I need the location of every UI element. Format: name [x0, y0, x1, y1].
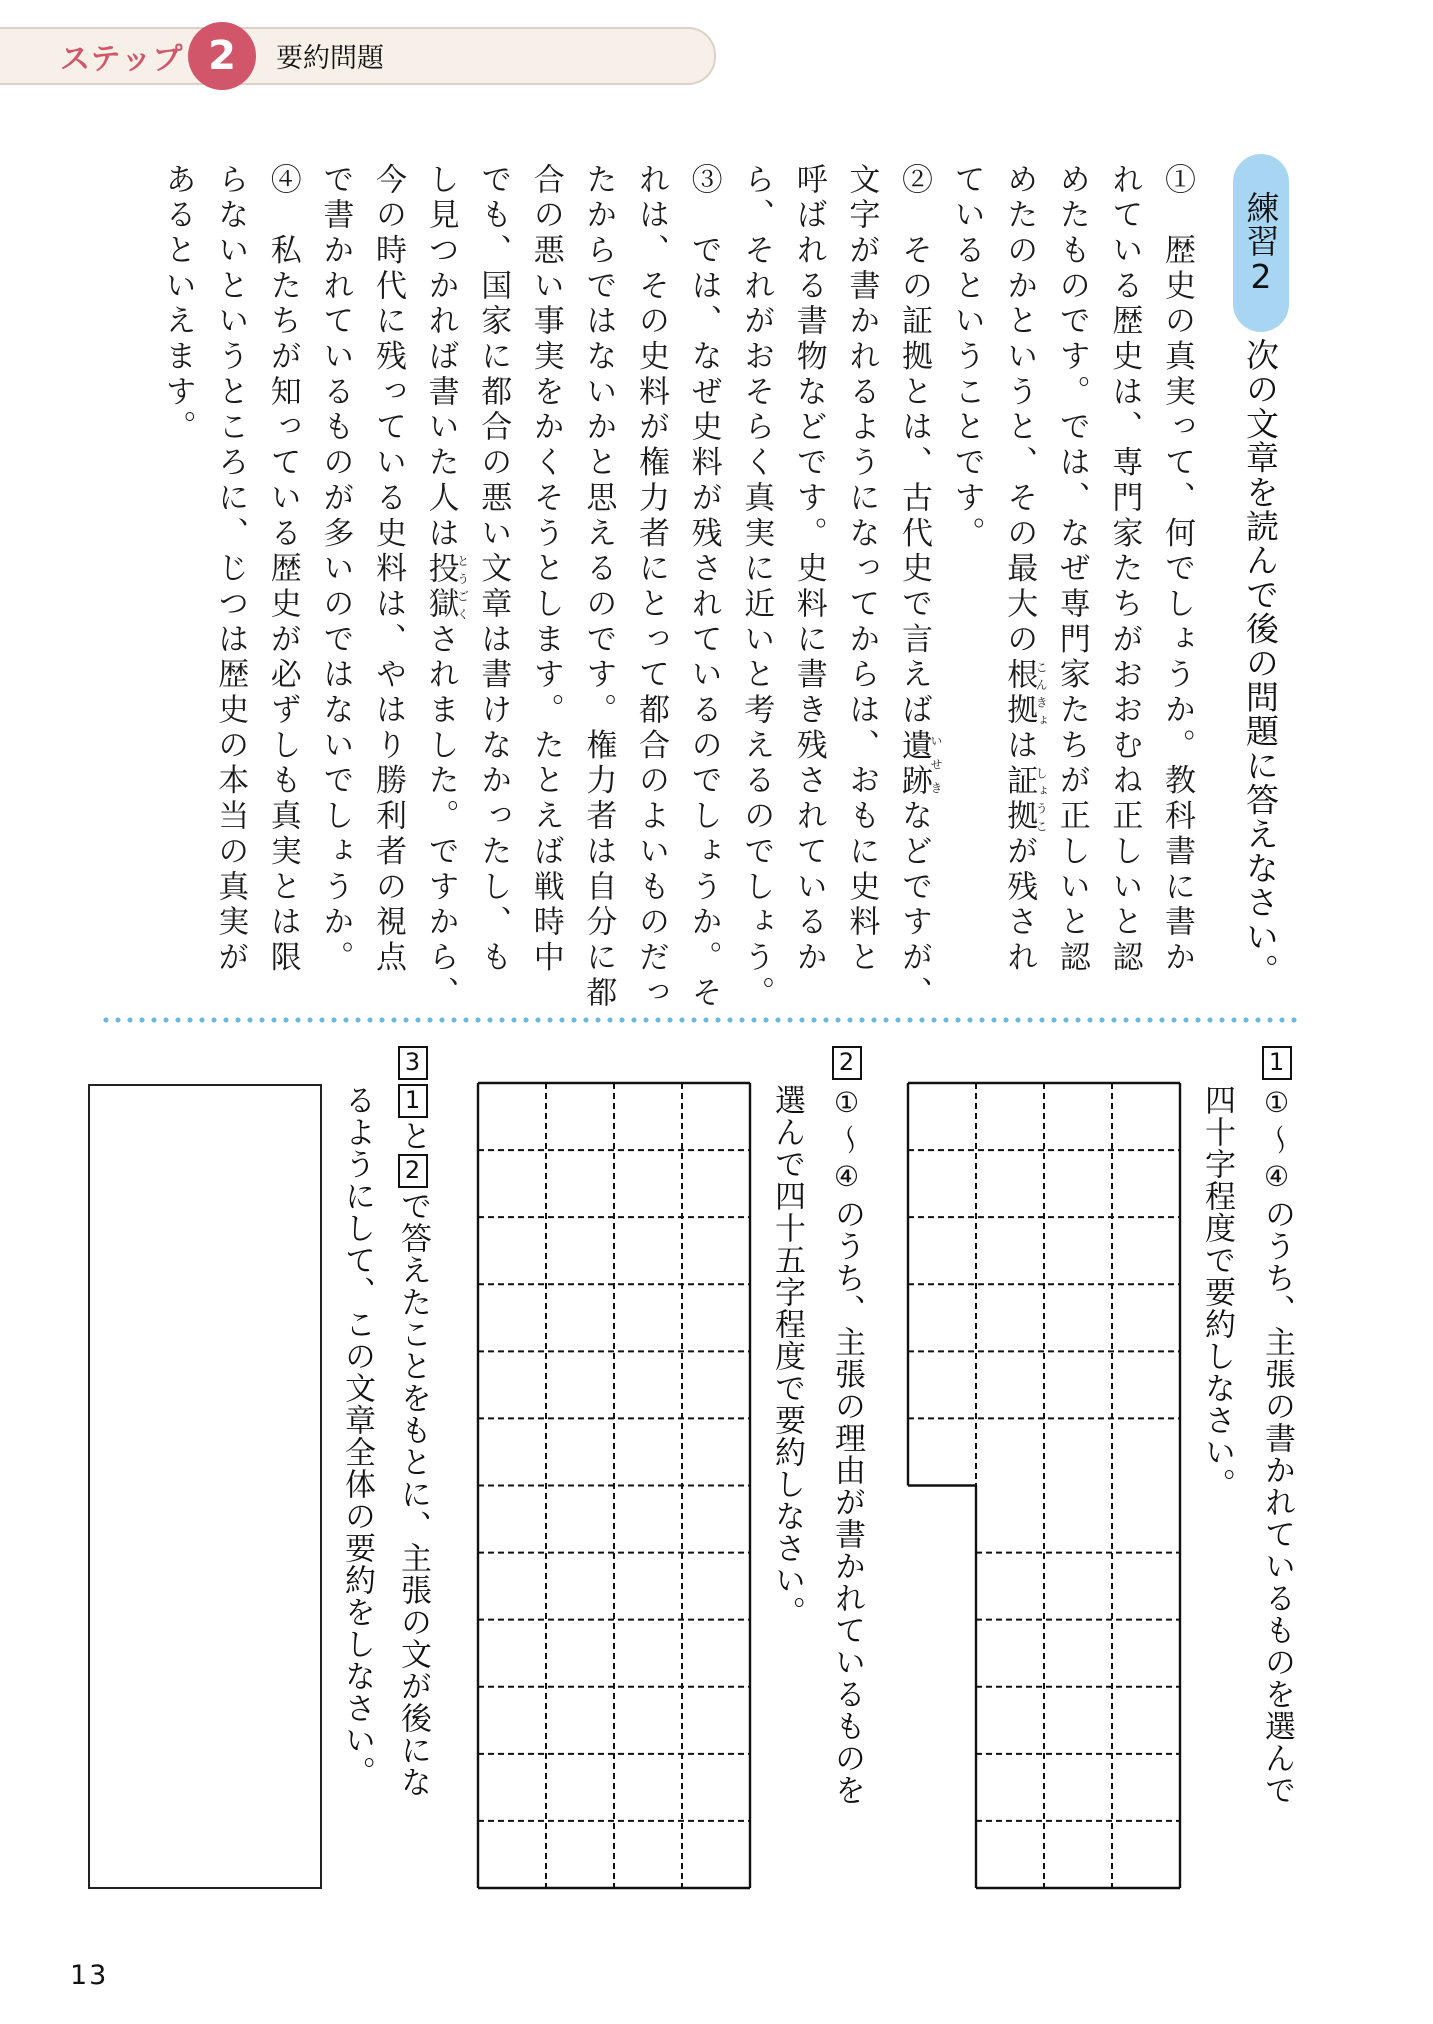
ruby-base: 証拠: [1001, 763, 1038, 835]
passage-text: し見つかれば書いた人は: [422, 163, 459, 552]
paragraph-marker: ③: [685, 163, 722, 199]
step-number: 2: [208, 33, 236, 79]
range-start-marker: ①: [1263, 1086, 1291, 1119]
passage-text: でも、国家に都合の悪い文章は書けなかったし、も: [475, 163, 512, 977]
paragraph-marker: ④: [264, 163, 301, 199]
ruby-base: 投獄: [422, 551, 459, 623]
furigana-word: [896, 728, 943, 800]
question-3-answer-box[interactable]: [88, 1084, 322, 1889]
passage-column: [153, 163, 203, 446]
passage-column: [310, 163, 360, 976]
passage-text: 今の時代に残っている史料は、やはり勝利者の視点: [370, 163, 406, 977]
passage-text: めたものです。では、なぜ専門家たちが正しいと認: [1053, 163, 1090, 977]
exercise-instruction: 次の文章を読んで後の問題に答えなさい。: [1241, 338, 1280, 988]
furigana: こんきょ: [1034, 657, 1049, 729]
reference-box: 1: [398, 1084, 428, 1118]
passage-text: れている歴史は、専門家たちがおおむね正しいと認: [1106, 163, 1143, 977]
passage-text: 呼ばれる書物などです。史料に書き残されているか: [790, 163, 827, 977]
passage-column: [784, 163, 834, 976]
question-1-line2: 四十字程度で要約しなさい。: [1199, 1084, 1235, 1500]
passage-text: 合の悪い事実をかくそうとします。たとえば戦時中: [527, 163, 564, 977]
passage-column: [1099, 163, 1149, 976]
range-start-marker: ①: [833, 1086, 861, 1119]
page-number: 13: [70, 1960, 109, 1991]
question-2-line1: [826, 1044, 868, 1806]
passage-column: [573, 163, 623, 1011]
passage-column: [679, 163, 729, 1011]
passage-column: [468, 163, 518, 976]
passage-column: [836, 163, 886, 976]
passage-text: は: [1001, 728, 1038, 764]
passage-text: 歴史の真実って、何でしょうか。教科書に書か: [1159, 233, 1195, 977]
passage-text: では、なぜ史料が残されているのでしょうか。そ: [685, 233, 722, 1012]
passage-text: たからではないかと思えるのです。権力者は自分に都: [580, 163, 617, 1012]
range-separator: 〜: [829, 1124, 865, 1156]
range-end-marker: ④: [1263, 1160, 1291, 1193]
question-text: で答えたことをもとに、主張の文が後にな: [395, 1190, 431, 1798]
passage-column: [521, 163, 571, 976]
range-separator: 〜: [1259, 1124, 1295, 1156]
paragraph-marker: ②: [896, 163, 932, 199]
passage-column: [1152, 163, 1202, 976]
question-3-line2: るようにして、この文章全体の要約をしなさい。: [339, 1084, 375, 1788]
passage-column: [626, 163, 676, 1011]
passage-text: 文字が書かれるようになってからは、おもに史料と: [843, 163, 880, 977]
furigana-word: [1001, 657, 1049, 729]
exercise-badge: [1233, 154, 1289, 332]
passage-text: 私たちが知っている歴史が必ずしも真実とは限: [264, 233, 301, 977]
ruby-base: 根拠: [1001, 657, 1038, 729]
furigana: とうごく: [455, 551, 470, 623]
section-title: 要約問題: [276, 43, 384, 74]
passage-column: [205, 163, 255, 976]
exercise-label: 練習2: [1241, 190, 1281, 296]
passage-text: めたのかというと、その最大の: [1001, 163, 1038, 658]
furigana-word: [422, 551, 470, 623]
passage-text: で書かれているものが多いのではないでしょうか。: [317, 163, 354, 977]
passage-text: その証拠とは、古代史で言えば: [896, 233, 932, 729]
passage-text: などですが、: [896, 799, 932, 1012]
passage-text: ら、それがおそらく真実に近いと考えるのでしょう。: [738, 163, 775, 1012]
paragraph-marker: ①: [1159, 163, 1195, 199]
passage-text: らないというところに、じつは歴史の本当の真実が: [212, 163, 249, 977]
connector: と: [395, 1120, 431, 1152]
passage-column: [1047, 163, 1097, 976]
passage-column: [363, 163, 413, 976]
passage-text: が残され: [1001, 834, 1038, 977]
passage-text: ているということです。: [948, 163, 985, 552]
passage-text: れは、その史料が権力者にとって都合のよいものだっ: [633, 163, 669, 1012]
ruby-base: 遺跡: [896, 728, 932, 800]
step-number-badge: [188, 22, 256, 90]
section-divider: [100, 1017, 1300, 1023]
reference-box: 2: [398, 1154, 428, 1188]
question-3-line1: [392, 1044, 434, 1798]
question-number-box: 2: [832, 1046, 862, 1080]
question-text: のうち、主張の書かれているものを選んで: [1259, 1198, 1295, 1806]
passage-column: [416, 163, 469, 1011]
step-label: ステップ: [60, 42, 184, 77]
passage-column: [258, 163, 308, 976]
question-number-box: 1: [1262, 1046, 1292, 1080]
passage-column: [942, 163, 992, 552]
question-2-line2: 選んで四十五字程度で要約しなさい。: [769, 1084, 805, 1628]
passage-column: [731, 163, 781, 1011]
question-1-answer-grid[interactable]: [908, 1083, 1180, 1888]
range-end-marker: ④: [833, 1160, 861, 1193]
question-number-box: 3: [398, 1046, 428, 1080]
furigana-word: [1001, 763, 1049, 835]
furigana: いせき: [929, 728, 943, 800]
question-2-answer-grid[interactable]: [478, 1083, 750, 1888]
question-1-line1: [1256, 1044, 1298, 1806]
furigana: しょうこ: [1034, 763, 1049, 835]
passage-column: [994, 163, 1047, 976]
question-text: のうち、主張の理由が書かれているものを: [829, 1198, 865, 1806]
passage-text: されました。ですから、: [422, 622, 459, 1012]
passage-text: あるといえます。: [159, 163, 196, 446]
passage-column: [889, 163, 942, 1011]
